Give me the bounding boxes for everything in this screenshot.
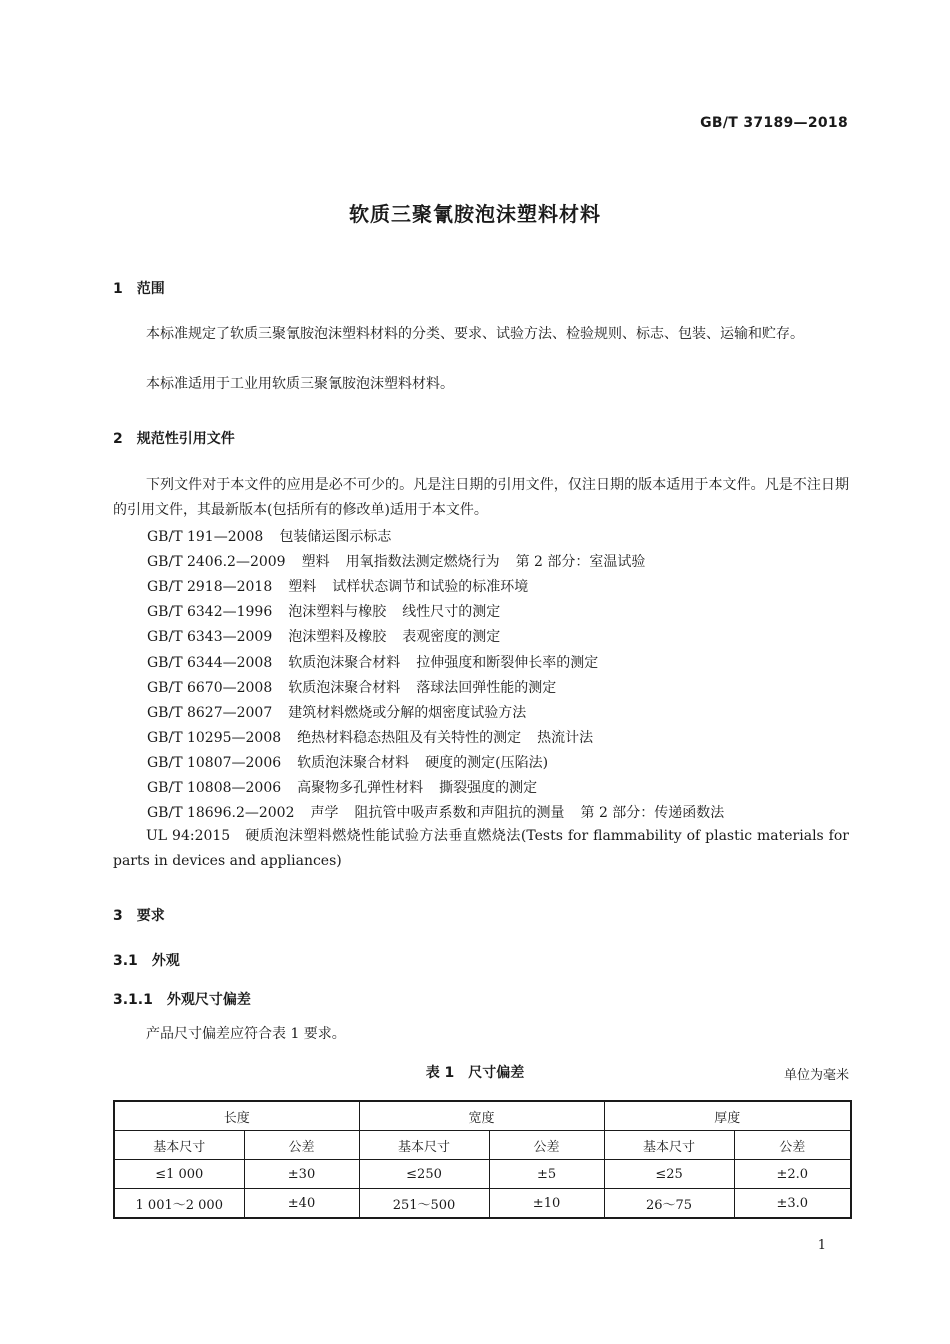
reference-title-part: 阻抗管中吸声系数和声阻抗的测量 xyxy=(354,805,565,822)
reference-title xyxy=(311,805,725,821)
table-cell: ±10 xyxy=(489,1189,604,1219)
scope-paragraph-2: 本标准适用于工业用软质三聚氰胺泡沫塑料材料。 xyxy=(146,376,454,392)
reference-code: GB/T 191—2008 xyxy=(147,529,264,545)
table-subheader-row xyxy=(114,1131,851,1160)
reference-code: GB/T 6670—2008 xyxy=(147,679,273,696)
reference-title-part: 软质泡沫聚合材料 xyxy=(297,754,410,771)
section-number: 3 xyxy=(113,908,123,924)
table-cell: 26～75 xyxy=(604,1189,734,1219)
table-cell: ≤25 xyxy=(604,1160,734,1189)
reference-item xyxy=(147,777,537,797)
reference-code: GB/T 8627—2007 xyxy=(147,704,273,721)
reference-title xyxy=(288,629,500,645)
reference-title xyxy=(288,680,556,696)
reference-code: GB/T 6342—1996 xyxy=(147,604,273,621)
reference-title-part: 线性尺寸的测定 xyxy=(402,604,501,621)
table-group-header-width: 宽度 xyxy=(359,1101,604,1131)
reference-title-part: 撕裂强度的测定 xyxy=(439,780,538,796)
table-subheader: 基本尺寸 xyxy=(604,1131,734,1160)
reference-item xyxy=(147,727,593,747)
reference-title-part: 软质泡沫聚合材料 xyxy=(288,679,401,696)
table-cell: ±40 xyxy=(244,1189,359,1219)
table-cell: ≤250 xyxy=(359,1160,489,1189)
reference-title xyxy=(288,705,526,721)
tolerance-paragraph: 产品尺寸偏差应符合表 1 要求。 xyxy=(146,1026,346,1042)
reference-title-part: 硬度的测定(压陷法) xyxy=(425,754,549,771)
table-group-header-thickness: 厚度 xyxy=(604,1101,851,1131)
reference-code: GB/T 2918—2018 xyxy=(147,579,273,596)
section-3-1-heading xyxy=(113,950,180,970)
reference-title-part: 建筑材料燃烧或分解的烟密度试验方法 xyxy=(288,704,527,721)
reference-title xyxy=(288,604,500,620)
references-intro-paragraph: 下列文件对于本文件的应用是必不可少的。凡是注日期的引用文件，仅注日期的版本适用于本文件。凡是不注日期的引用文件，其最新版本(包括所有的修改单)适用于本文件。 xyxy=(113,477,849,518)
table-cell: ±5 xyxy=(489,1160,604,1189)
reference-code: GB/T 6344—2008 xyxy=(147,654,273,671)
reference-title-part: 泡沫塑料及橡胶 xyxy=(288,629,387,646)
section-3-1-1-heading xyxy=(113,989,251,1009)
table-1-caption: 表 1 尺寸偏差 xyxy=(425,1065,525,1081)
reference-item xyxy=(147,551,645,571)
section-number: 3.1 xyxy=(113,953,138,969)
table-1-unit-note: 单位为毫米 xyxy=(783,1068,849,1083)
reference-title-part: 塑料 xyxy=(301,554,330,571)
reference-item xyxy=(147,526,391,546)
section-title: 外观 xyxy=(151,953,180,969)
table-row xyxy=(114,1189,851,1219)
section-title: 外观尺寸偏差 xyxy=(166,992,251,1008)
reference-title xyxy=(297,780,537,796)
page-number: 1 xyxy=(817,1238,826,1253)
reference-title-part: 第 2 部分：室温试验 xyxy=(515,554,646,571)
section-2-heading xyxy=(113,428,235,448)
reference-title xyxy=(297,730,593,746)
dimension-tolerance-table xyxy=(113,1100,852,1219)
table-cell: ±2.0 xyxy=(734,1160,851,1189)
reference-item xyxy=(147,626,500,646)
reference-title-part: 包装储运图示标志 xyxy=(279,529,392,545)
table-subheader: 公差 xyxy=(244,1131,359,1160)
reference-title xyxy=(288,579,528,595)
reference-title-part: 声学 xyxy=(310,805,339,822)
section-title: 范围 xyxy=(136,281,165,297)
reference-title-part: 泡沫塑料与橡胶 xyxy=(288,604,387,621)
reference-item xyxy=(147,601,500,621)
table-subheader: 基本尺寸 xyxy=(359,1131,489,1160)
reference-title xyxy=(279,529,391,545)
reference-title xyxy=(302,554,646,570)
reference-item xyxy=(147,652,598,672)
section-title: 要求 xyxy=(136,908,165,924)
scope-paragraph-1: 本标准规定了软质三聚氰胺泡沫塑料材料的分类、要求、试验方法、检验规则、标志、包装、运输和贮存。 xyxy=(146,326,804,342)
table-group-header-row xyxy=(114,1101,851,1131)
table-subheader: 公差 xyxy=(489,1131,604,1160)
reference-title-part: 高聚物多孔弹性材料 xyxy=(297,780,424,796)
document-title: 软质三聚氰胺泡沫塑料材料 xyxy=(349,202,601,226)
section-number: 2 xyxy=(113,431,123,447)
section-number: 3.1.1 xyxy=(113,992,153,1008)
reference-title-part: 软质泡沫聚合材料 xyxy=(288,654,401,671)
reference-title-part: 热流计法 xyxy=(537,729,594,746)
section-3-heading xyxy=(113,905,165,925)
reference-item xyxy=(147,677,556,697)
reference-code: GB/T 10808—2006 xyxy=(147,780,282,796)
reference-title-part: 绝热材料稳态热阻及有关特性的测定 xyxy=(297,729,522,746)
reference-code: GB/T 10807—2006 xyxy=(147,754,282,771)
reference-item xyxy=(147,576,528,596)
reference-code: GB/T 2406.2—2009 xyxy=(147,554,286,571)
reference-code: GB/T 6343—2009 xyxy=(147,629,273,646)
table-cell: 1 001～2 000 xyxy=(114,1189,244,1219)
reference-title-part: 塑料 xyxy=(288,579,317,596)
standard-code: GB/T 37189—2018 xyxy=(700,115,848,131)
reference-code: GB/T 18696.2—2002 xyxy=(147,805,295,822)
reference-title-part: 用氧指数法测定燃烧行为 xyxy=(345,554,500,571)
reference-title-part: 拉伸强度和断裂伸长率的测定 xyxy=(416,654,599,671)
reference-item-ul94: UL 94:2015 硬质泡沫塑料燃烧性能试验方法垂直燃烧法(Tests for flammability of plastic materials for parts in devices and appliances) xyxy=(113,828,849,869)
reference-code: GB/T 10295—2008 xyxy=(147,729,282,746)
table-cell: ≤1 000 xyxy=(114,1160,244,1189)
table-cell: ±3.0 xyxy=(734,1189,851,1219)
reference-title xyxy=(297,755,548,771)
reference-title xyxy=(288,655,598,671)
reference-item xyxy=(147,802,724,822)
section-title: 规范性引用文件 xyxy=(136,431,235,447)
table-cell: 251～500 xyxy=(359,1189,489,1219)
section-1-heading xyxy=(113,278,165,298)
reference-title-part: 第 2 部分：传递函数法 xyxy=(580,805,725,822)
reference-title-part: 试样状态调节和试验的标准环境 xyxy=(332,579,529,596)
table-subheader: 公差 xyxy=(734,1131,851,1160)
reference-item xyxy=(147,702,526,722)
section-number: 1 xyxy=(113,281,123,297)
reference-item xyxy=(147,752,548,772)
reference-title-part: 表观密度的测定 xyxy=(402,629,501,646)
reference-title-part: 落球法回弹性能的测定 xyxy=(416,679,557,696)
table-cell: ±30 xyxy=(244,1160,359,1189)
table-row xyxy=(114,1160,851,1189)
table-subheader: 基本尺寸 xyxy=(114,1131,244,1160)
table-group-header-length: 长度 xyxy=(114,1101,359,1131)
